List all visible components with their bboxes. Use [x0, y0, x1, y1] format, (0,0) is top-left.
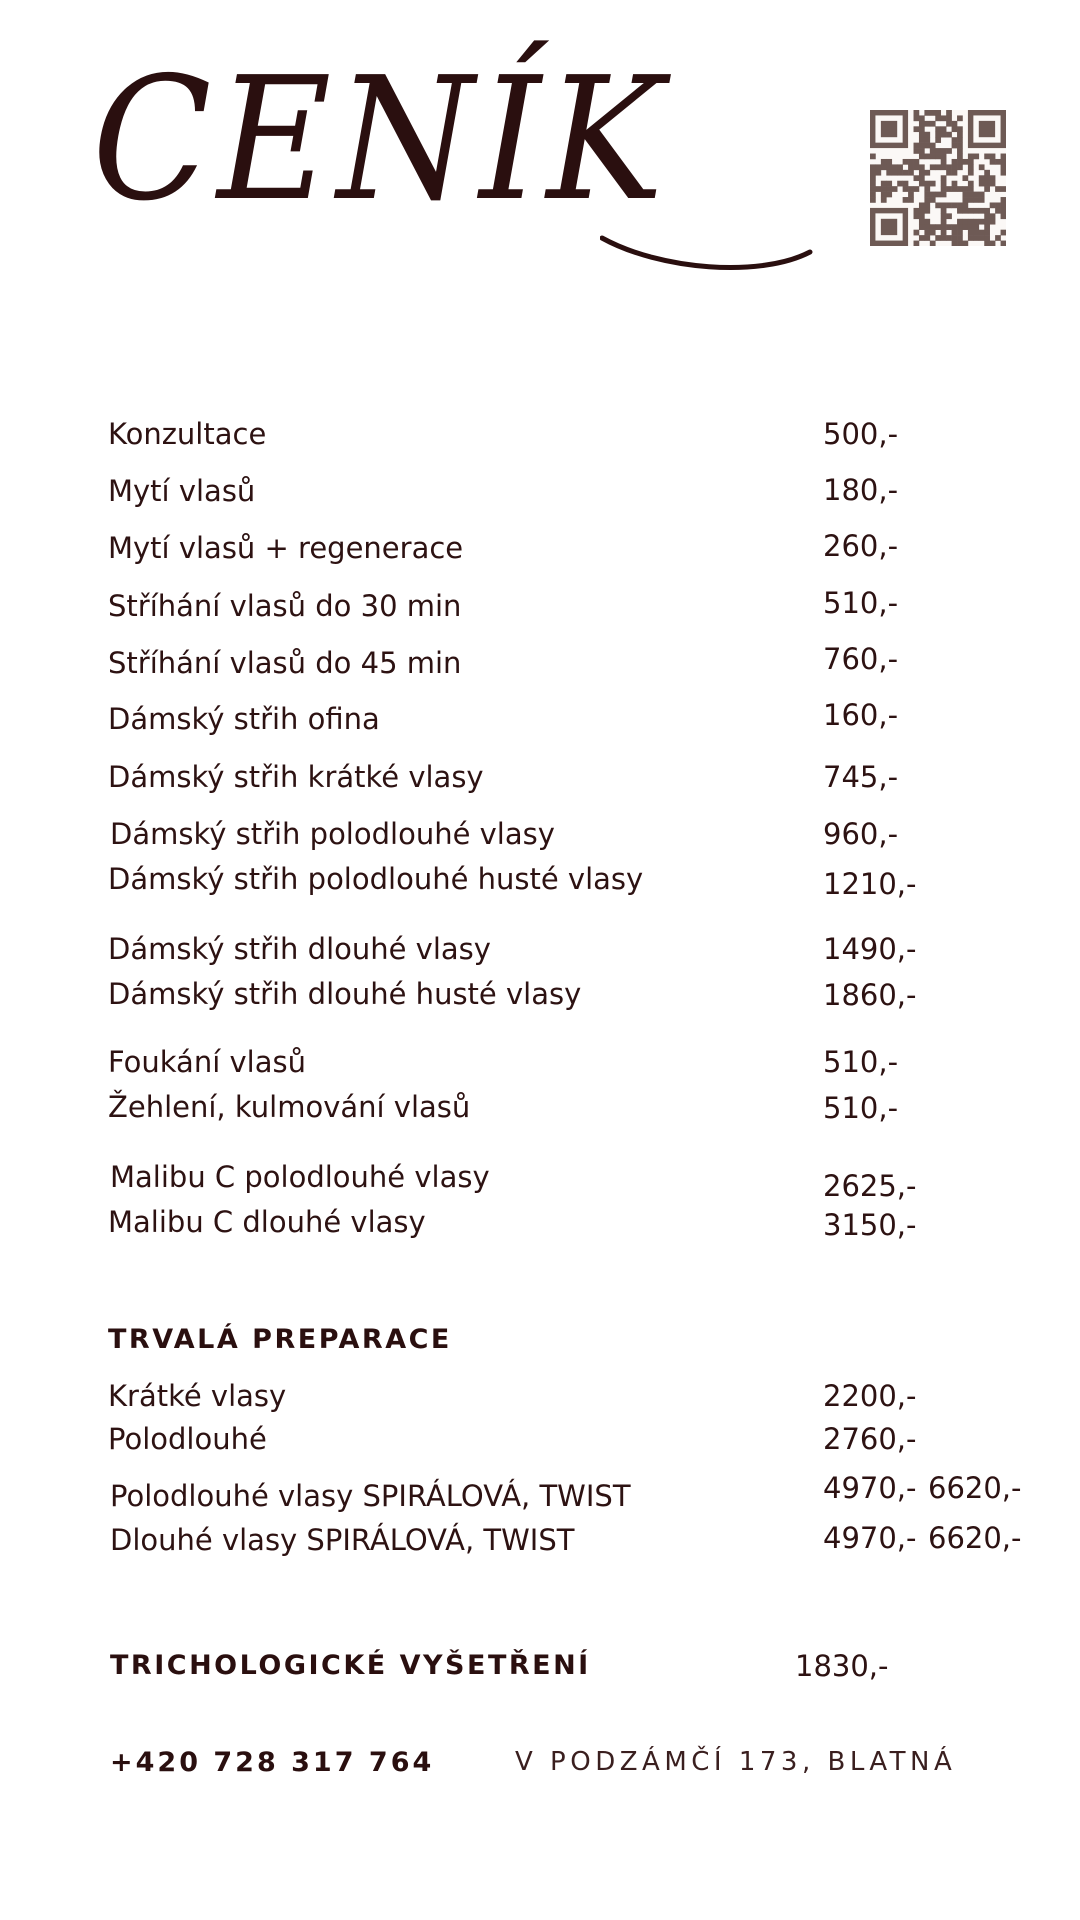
service-price: 260,-: [823, 529, 899, 563]
perm-price: 4970,-: [823, 1521, 917, 1555]
service-price: 500,-: [823, 417, 899, 451]
service-label: Žehlení, kulmování vlasů: [108, 1090, 471, 1124]
service-label: Stříhání vlasů do 45 min: [108, 646, 462, 680]
perm-price: 2200,-: [823, 1379, 917, 1413]
service-label: Foukání vlasů: [108, 1045, 306, 1079]
page-title: CENÍK: [92, 41, 669, 239]
service-price: 1490,-: [823, 932, 917, 966]
phone-link[interactable]: +420 728 317 764: [110, 1747, 435, 1778]
section-title-perm: TRVALÁ PREPARACE: [108, 1324, 452, 1355]
perm-price-alt: 6620,-: [928, 1471, 1022, 1505]
service-label: Mytí vlasů: [108, 474, 256, 508]
service-price: 2625,-: [823, 1169, 917, 1203]
service-label: Dámský střih ofina: [108, 702, 380, 736]
perm-label: Dlouhé vlasy SPIRÁLOVÁ, TWIST: [110, 1523, 575, 1557]
service-label: Dámský střih dlouhé husté vlasy: [108, 977, 582, 1011]
trichology-price: 1830,-: [795, 1649, 889, 1683]
qr-code-icon[interactable]: [870, 110, 1006, 246]
service-label: Konzultace: [108, 417, 267, 451]
service-price: 180,-: [823, 473, 899, 507]
service-price: 160,-: [823, 698, 899, 732]
perm-label: Krátké vlasy: [108, 1379, 287, 1413]
perm-price: 2760,-: [823, 1422, 917, 1456]
service-price: 1210,-: [823, 867, 917, 901]
service-price: 510,-: [823, 586, 899, 620]
perm-price-alt: 6620,-: [928, 1521, 1022, 1555]
title-swash: [600, 230, 820, 280]
service-price: 745,-: [823, 760, 899, 794]
service-price: 760,-: [823, 642, 899, 676]
perm-label: Polodlouhé: [108, 1422, 267, 1456]
address-text: V PODZÁMČÍ 173, BLATNÁ: [515, 1747, 957, 1777]
service-price: 3150,-: [823, 1208, 917, 1242]
service-label: Dámský střih polodlouhé husté vlasy: [108, 862, 644, 896]
perm-price: 4970,-: [823, 1471, 917, 1505]
service-label: Stříhání vlasů do 30 min: [108, 589, 462, 623]
service-label: Malibu C polodlouhé vlasy: [110, 1160, 490, 1194]
service-label: Dámský střih polodlouhé vlasy: [110, 817, 555, 851]
perm-label: Polodlouhé vlasy SPIRÁLOVÁ, TWIST: [110, 1479, 631, 1513]
service-price: 1860,-: [823, 978, 917, 1012]
service-price: 510,-: [823, 1091, 899, 1125]
service-price: 960,-: [823, 817, 899, 851]
service-label: Dámský střih krátké vlasy: [108, 760, 484, 794]
service-price: 510,-: [823, 1045, 899, 1079]
trichology-label: TRICHOLOGICKÉ VYŠETŘENÍ: [110, 1650, 591, 1681]
service-label: Mytí vlasů + regenerace: [108, 531, 464, 565]
service-label: Malibu C dlouhé vlasy: [108, 1205, 426, 1239]
service-label: Dámský střih dlouhé vlasy: [108, 932, 491, 966]
